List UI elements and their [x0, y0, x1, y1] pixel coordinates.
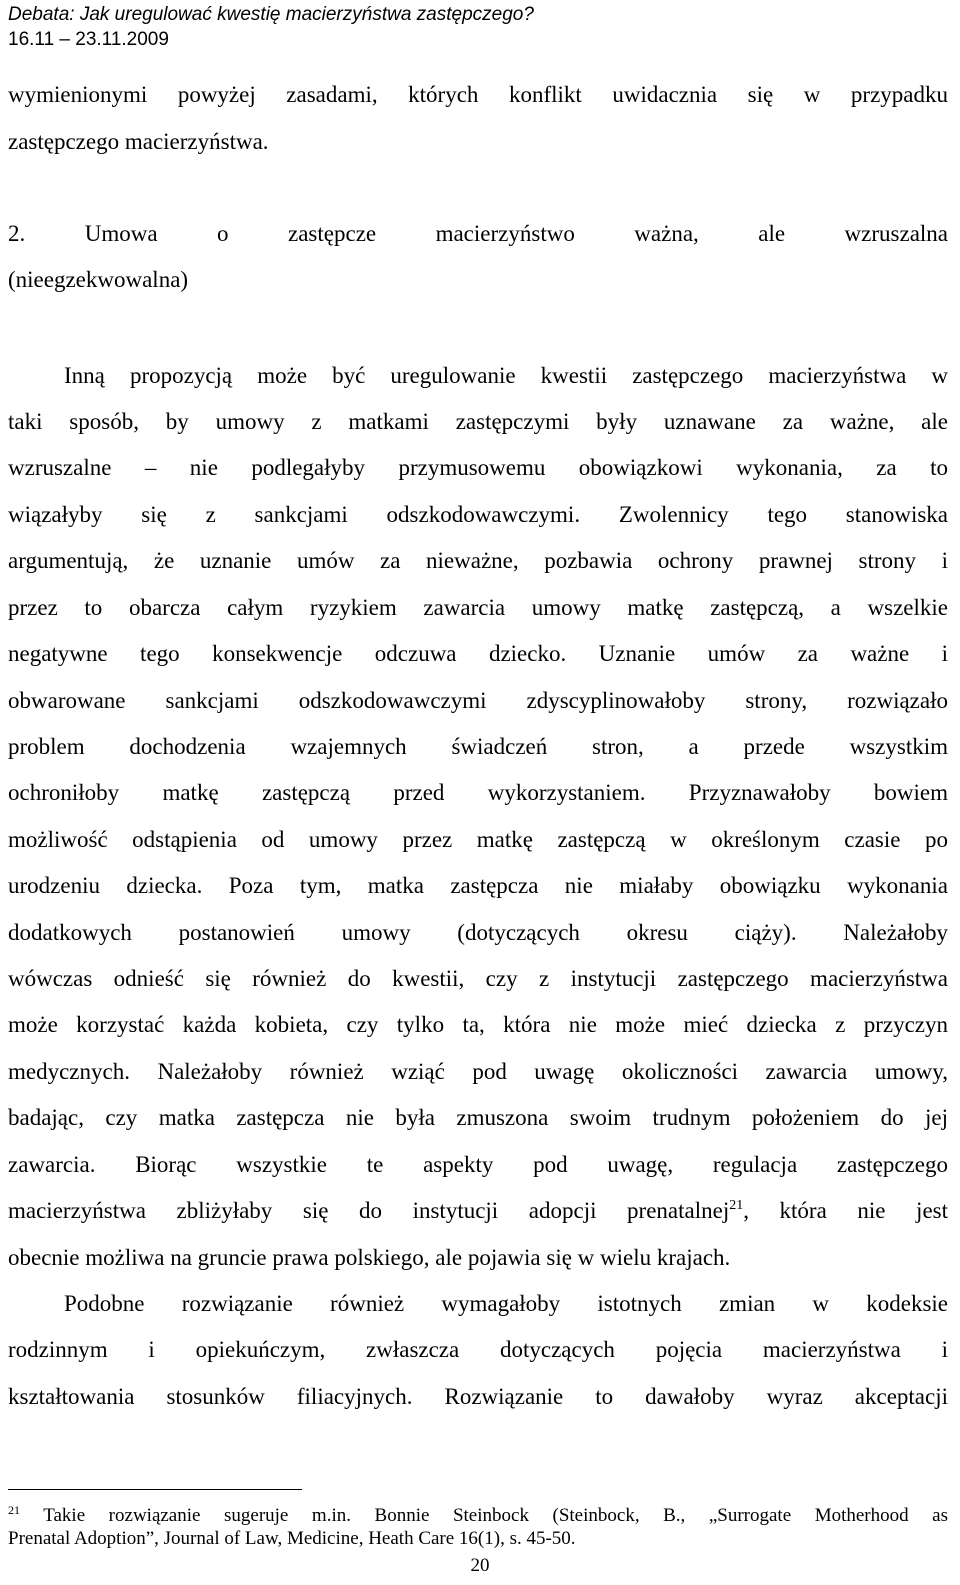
text-line: taki sposób, by umowy z matkami zastępczymi były uznawane za ważne, ale — [8, 409, 948, 434]
text-line: negatywne tego konsekwencje odczuwa dziecko. Uznanie umów za ważne i — [8, 641, 948, 666]
footnote-text: Takie rozwiązanie sugeruje m.in. Bonnie Steinbock (Steinbock, B., „Surrogate Motherhood as — [20, 1505, 948, 1526]
text-line: kształtowania stosunków filiacyjnych. Rozwiązanie to dawałoby wyraz akceptacji — [8, 1384, 948, 1409]
text-line: rodzinnym i opiekuńczym, zwłaszcza dotyczących pojęcia macierzyństwa i — [8, 1337, 948, 1362]
header-title: Debata: Jak uregulować kwestię macierzyństwa zastępczego? — [8, 4, 534, 25]
text-line: może korzystać każda kobieta, czy tylko ta, która nie może mieć dziecka z przyczyn — [8, 1012, 948, 1037]
page-header — [8, 2, 534, 52]
text-line: Inną propozycją może być uregulowanie kwestii zastępczego macierzyństwa w — [64, 363, 948, 388]
text-line: medycznych. Należałoby również wziąć pod uwagę okoliczności zawarcia umowy, — [8, 1059, 948, 1084]
text-line: zastępczego macierzyństwa. — [8, 129, 269, 154]
section-heading-line: (nieegzekwowalna) — [8, 267, 189, 292]
text-segment: macierzyństwa zbliżyłaby się do instytucji adopcji prenatalnej — [8, 1198, 730, 1223]
text-segment: , która nie jest — [743, 1198, 948, 1223]
text-line: wymienionymi powyżej zasadami, których konflikt uwidacznia się w przypadku — [8, 82, 948, 107]
text-line: możliwość odstąpienia od umowy przez matkę zastępczą w określonym czasie po — [8, 827, 948, 852]
text-line: dodatkowych postanowień umowy (dotyczących okresu ciąży). Należałoby — [8, 920, 948, 945]
text-line: wzruszalne – nie podlegałyby przymusowemu obowiązkowi wykonania, za to — [8, 455, 948, 480]
text-line: badając, czy matka zastępcza nie była zmuszona swoim trudnym położeniem do jej — [8, 1105, 948, 1130]
text-line: wówczas odnieść się również do kwestii, czy z instytucji zastępczego macierzyństwa — [8, 966, 948, 991]
text-line: obwarowane sankcjami odszkodowawczymi zdyscyplinowałoby strony, rozwiązało — [8, 688, 948, 713]
text-line: argumentują, że uznanie umów za nieważne, pozbawia ochrony prawnej strony i — [8, 548, 948, 573]
text-line: ochroniłoby matkę zastępczą przed wykorzystaniem. Przyznawałoby bowiem — [8, 780, 948, 805]
text-line: Podobne rozwiązanie również wymagałoby istotnych zmian w kodeksie — [64, 1291, 948, 1316]
footnote-mark: 21 — [8, 1503, 20, 1517]
header-dates: 16.11 – 23.11.2009 — [8, 29, 169, 50]
text-line: zawarcia. Biorąc wszystkie te aspekty pod uwagę, regulacja zastępczego — [8, 1152, 948, 1177]
footnote-separator — [8, 1489, 302, 1490]
page-number: 20 — [470, 1555, 490, 1576]
text-line: przez to obarcza całym ryzykiem zawarcia umowy matkę zastępczą, a wszelkie — [8, 595, 948, 620]
footnote-reference[interactable]: 21 — [729, 1198, 744, 1213]
text-line-with-footnote-ref — [8, 1195, 948, 1227]
footnote-line: Prenatal Adoption”, Journal of Law, Medicine, Heath Care 16(1), s. 45-50. — [8, 1528, 576, 1549]
text-line: wiązałyby się z sankcjami odszkodowawczymi. Zwolennicy tego stanowiska — [8, 502, 948, 527]
text-line: problem dochodzenia wzajemnych świadczeń stron, a przede wszystkim — [8, 734, 948, 759]
text-line: obecnie możliwa na gruncie prawa polskiego, ale pojawia się w wielu krajach. — [8, 1245, 731, 1270]
section-heading-line: 2. Umowa o zastępcze macierzyństwo ważna, ale wzruszalna — [8, 221, 948, 246]
text-line: urodzeniu dziecka. Poza tym, matka zastępcza nie miałaby obowiązku wykonania — [8, 873, 948, 898]
